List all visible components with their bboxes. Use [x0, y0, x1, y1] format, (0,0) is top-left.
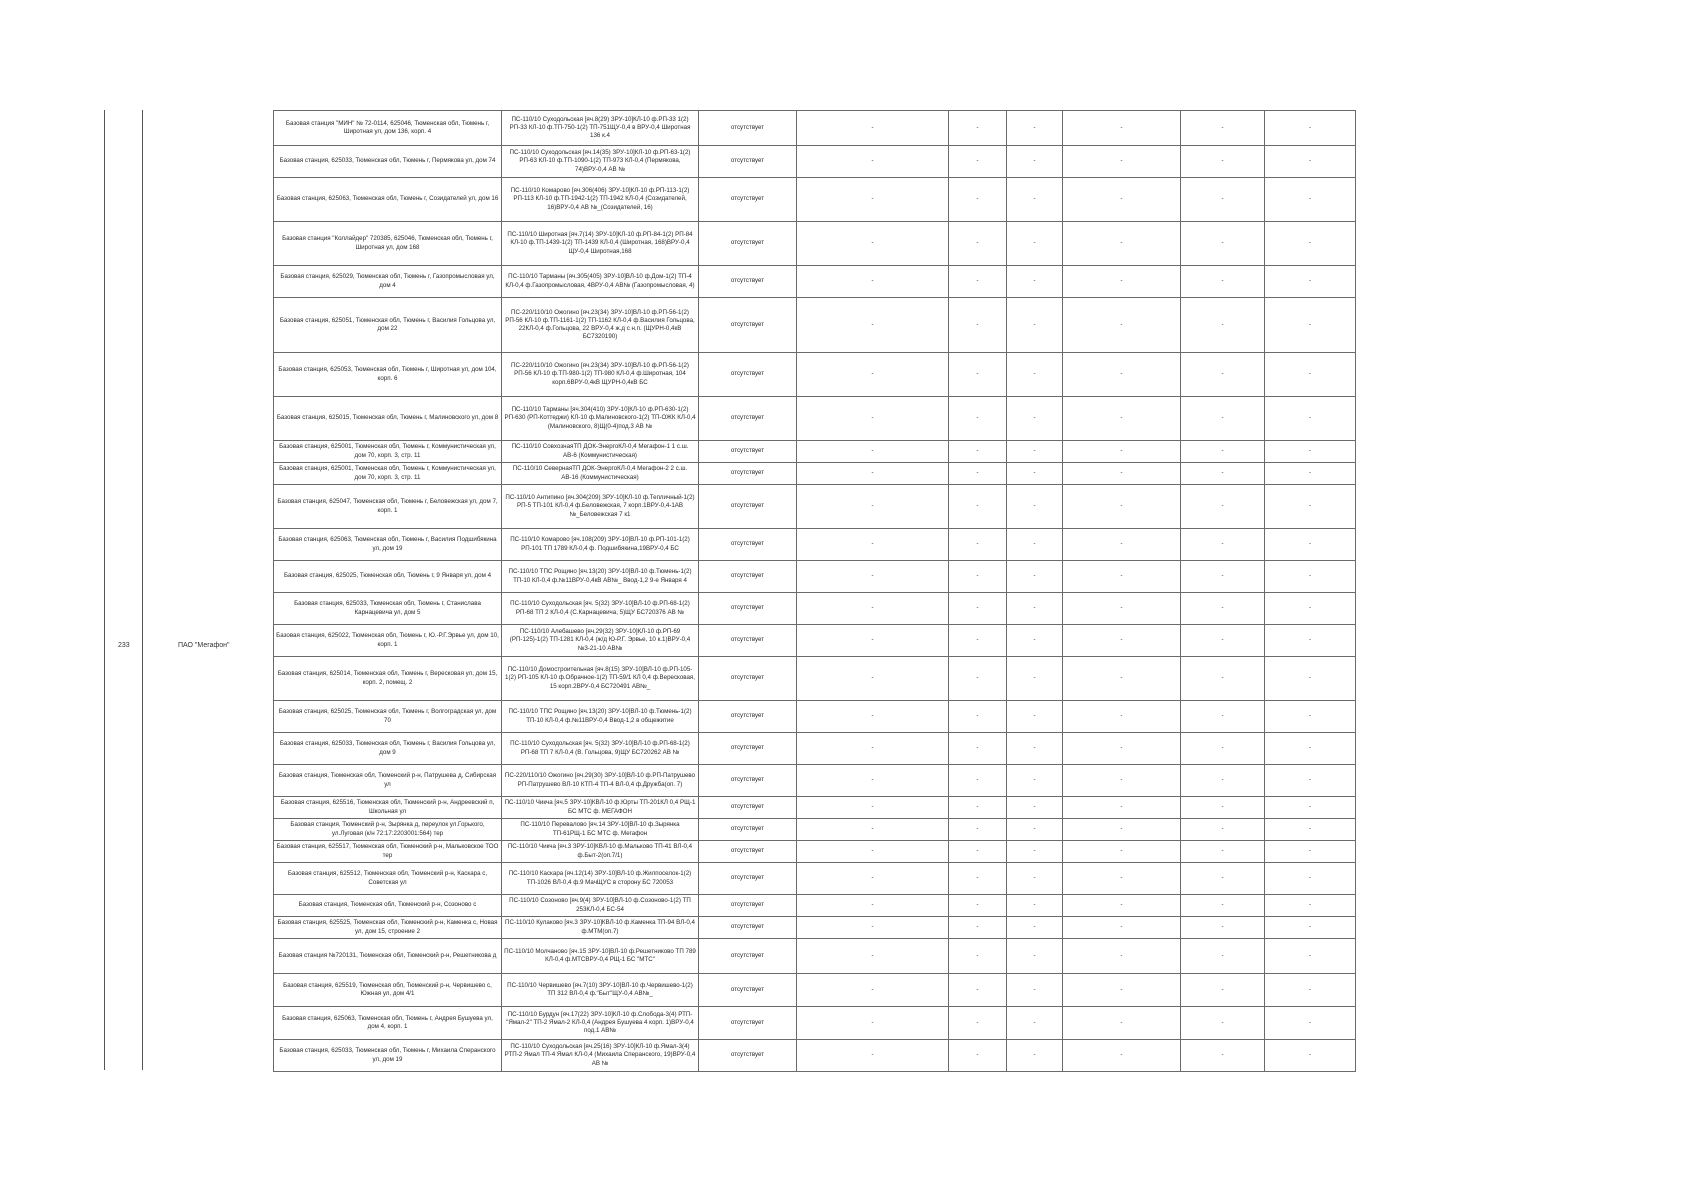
table-row — [274, 917, 1356, 939]
power-supply-cell: ПС-110/10 Алебашево [яч.29(32) ЗРУ-10]КЛ-10 ф.РП-69 (РП-125)-1(2) ТП-1281 КЛ-0,4 (ж/д Ю-Р.Г. Эрвье, 10 к.1)ВРУ-0,4 №3-21-10 АВ№ — [502, 625, 699, 657]
table-row — [274, 529, 1356, 561]
value-cell: - — [797, 266, 949, 298]
value-cell: - — [797, 593, 949, 625]
value-cell: - — [1265, 917, 1356, 939]
left-border-line — [104, 110, 105, 1070]
object-cell: Базовая станция, 625525, Тюменская обл, Тюменский р-н, Каменка с, Новая ул, дом 15, строение 2 — [274, 917, 502, 939]
table-row — [274, 298, 1356, 353]
value-cell: - — [1063, 463, 1181, 485]
status-cell: отсутствует — [699, 863, 797, 895]
value-cell: - — [949, 733, 1007, 765]
status-cell: отсутствует — [699, 1007, 797, 1040]
value-cell: - — [1007, 561, 1063, 593]
value-cell: - — [1063, 917, 1181, 939]
value-cell: - — [1265, 529, 1356, 561]
value-cell: - — [797, 701, 949, 733]
value-cell: - — [1181, 146, 1265, 178]
value-cell: - — [1181, 529, 1265, 561]
power-supply-cell: ПС-110/10 Чикча [яч.3 ЗРУ-10]КВЛ-10 ф.Мальково ТП-41 ВЛ-0,4 ф.Быт-2(оп.7/1) — [502, 841, 699, 863]
value-cell: - — [949, 298, 1007, 353]
value-cell: - — [1063, 974, 1181, 1007]
table-row — [274, 485, 1356, 529]
facilities-table — [273, 110, 1356, 1072]
table-row — [274, 765, 1356, 797]
value-cell: - — [1063, 561, 1181, 593]
object-cell: Базовая станция, 625033, Тюменская обл, Тюмень г, Василия Гольцова ул, дом 9 — [274, 733, 502, 765]
status-cell: отсутствует — [699, 895, 797, 917]
value-cell: - — [1265, 1007, 1356, 1040]
value-cell: - — [1181, 561, 1265, 593]
value-cell: - — [797, 939, 949, 974]
power-supply-cell: ПС-110/10 Перевалово [яч.14 ЗРУ-10]ВЛ-10 ф.Зырянка ТП-61РЩ-1 БС МТС ф. Мегафон — [502, 819, 699, 841]
power-supply-cell: ПС-110/10 Широтная [яч.7(14) ЗРУ-10]КЛ-10 ф.РП-84-1(2) РП-84 КЛ-10 ф.ТП-1439-1(2) ТП-1439 КЛ-0,4 (Широтная, 168)ВРУ-0,4 ЩУ-0,4 Широтная,168 — [502, 222, 699, 266]
value-cell: - — [949, 146, 1007, 178]
value-cell: - — [949, 625, 1007, 657]
value-cell: - — [797, 529, 949, 561]
value-cell: - — [1007, 939, 1063, 974]
table-row — [274, 863, 1356, 895]
value-cell: - — [1181, 298, 1265, 353]
value-cell: - — [797, 111, 949, 146]
value-cell: - — [797, 178, 949, 222]
value-cell: - — [1063, 397, 1181, 441]
value-cell: - — [1265, 111, 1356, 146]
table-row — [274, 266, 1356, 298]
value-cell: - — [1181, 974, 1265, 1007]
power-supply-cell: ПС-220/110/10 Ожогино [яч.23(34) ЗРУ-10]ВЛ-10 ф.РП-56-1(2) РП-56 КЛ-10 ф.ТП-1161-1(2) ТП-1162 КЛ-0,4 ф.Василия Гольцова, 22КЛ-0,4 ф.Гольцова, 22 ВРУ-0,4 ж.д с н.п. (ЩУРН-0,4кВ БС7320190) — [502, 298, 699, 353]
power-supply-cell: ПС-110/10 ТПС Рощино [яч.13(20) ЗРУ-10]ВЛ-10 ф.Тюмень-1(2) ТП-10 КЛ-0,4 ф.№11ВРУ-0,4кВ АВ№_ Ввод-1,2 9-е Января 4 — [502, 561, 699, 593]
value-cell: - — [1265, 701, 1356, 733]
value-cell: - — [1265, 463, 1356, 485]
table-row — [274, 1040, 1356, 1072]
object-cell: Базовая станция, 625025, Тюменская обл, Тюмень г, Волгоградская ул, дом 70 — [274, 701, 502, 733]
value-cell: - — [949, 917, 1007, 939]
object-cell: Базовая станция, 625033, Тюменская обл, Тюмень г, Пермякова ул, дом 74 — [274, 146, 502, 178]
value-cell: - — [797, 797, 949, 819]
value-cell: - — [949, 593, 1007, 625]
value-cell: - — [1007, 841, 1063, 863]
value-cell: - — [797, 863, 949, 895]
value-cell: - — [1181, 701, 1265, 733]
value-cell: - — [1265, 561, 1356, 593]
value-cell: - — [797, 895, 949, 917]
value-cell: - — [1063, 266, 1181, 298]
object-cell: Базовая станция №720131, Тюменская обл, Тюменский р-н, Решетникова д — [274, 939, 502, 974]
value-cell: - — [797, 974, 949, 1007]
value-cell: - — [949, 765, 1007, 797]
status-cell: отсутствует — [699, 765, 797, 797]
value-cell: - — [1007, 111, 1063, 146]
value-cell: - — [1063, 593, 1181, 625]
value-cell: - — [1181, 1007, 1265, 1040]
value-cell: - — [797, 441, 949, 463]
value-cell: - — [1181, 841, 1265, 863]
value-cell: - — [797, 353, 949, 397]
value-cell: - — [1181, 397, 1265, 441]
power-supply-cell: ПС-110/10 Тарманы [яч.304(410) ЗРУ-10]КЛ-10 ф.РП-630-1(2) РП-630 (РП-Коттеджи) КЛ-10 ф.Малиновского-1(2) ТП-ОЖК КЛ-0,4 (Малиновского, 8)Щ(0-4)под.3 АВ № — [502, 397, 699, 441]
value-cell: - — [797, 463, 949, 485]
value-cell: - — [1063, 1040, 1181, 1072]
value-cell: - — [1063, 895, 1181, 917]
table-row — [274, 441, 1356, 463]
object-cell: Базовая станция, 625022, Тюменская обл, Тюмень г, Ю.-Р.Г.Эрвье ул, дом 10, корп. 1 — [274, 625, 502, 657]
object-cell: Базовая станция, Тюменский р-н, Зырянка д, переулок ул.Горького, ул.Луговая (к/н 72:17:2203001:564) тер — [274, 819, 502, 841]
value-cell: - — [1265, 765, 1356, 797]
object-cell: Базовая станция, 625029, Тюменская обл, Тюмень г, Газопромысловая ул, дом 4 — [274, 266, 502, 298]
value-cell: - — [1007, 178, 1063, 222]
power-supply-cell: ПС-110/10 Каскара [яч.12(14) ЗРУ-10]ВЛ-10 ф.Жилпоселок-1(2) ТП-1026 ВЛ-0,4 ф.9 МачЩУС в сторону БС 720053 — [502, 863, 699, 895]
value-cell: - — [1181, 939, 1265, 974]
value-cell: - — [1007, 353, 1063, 397]
value-cell: - — [1063, 353, 1181, 397]
status-cell: отсутствует — [699, 485, 797, 529]
value-cell: - — [1063, 733, 1181, 765]
status-cell: отсутствует — [699, 146, 797, 178]
table-row — [274, 974, 1356, 1007]
value-cell: - — [1007, 895, 1063, 917]
value-cell: - — [797, 765, 949, 797]
status-cell: отсутствует — [699, 298, 797, 353]
value-cell: - — [1063, 146, 1181, 178]
table-row — [274, 178, 1356, 222]
value-cell: - — [797, 222, 949, 266]
value-cell: - — [949, 222, 1007, 266]
object-cell: Базовая станция, 625516, Тюменская обл, Тюменский р-н, Андреевский п, Школьная ул — [274, 797, 502, 819]
value-cell: - — [1265, 266, 1356, 298]
value-cell: - — [797, 397, 949, 441]
object-cell: Базовая станция "Коллайдер" 720385, 625046, Тюменская обл, Тюмень г, Широтная ул, дом 168 — [274, 222, 502, 266]
table-row — [274, 146, 1356, 178]
object-cell: Базовая станция, 625033, Тюменская обл, Тюмень г, Михаила Сперанского ул, дом 19 — [274, 1040, 502, 1072]
object-cell: Базовая станция, 625063, Тюменская обл, Тюмень г, Андрея Бушуева ул, дом 4, корп. 1 — [274, 1007, 502, 1040]
power-supply-cell: ПС-110/10 Суходольская [яч.25(16) ЗРУ-10]КЛ-10 ф.Ямал-3(4) РТП-2 Ямал ТП-4 Ямал КЛ-0,4 (Михаила Сперанского, 19)ВРУ-0,4 АВ № — [502, 1040, 699, 1072]
object-cell: Базовая станция, 625517, Тюменская обл, Тюменский р-н, Мальковское ТОО тер — [274, 841, 502, 863]
power-supply-cell: ПС-110/10 СовхознаяТП ДОК-ЭнергоКЛ-0,4 Мегафон-1 1 с.ш. АВ-6 (Коммунистическая) — [502, 441, 699, 463]
power-supply-cell: ПС-110/10 ТПС Рощино [яч.13(20) ЗРУ-10]ВЛ-10 ф.Тюмень-1(2) ТП-10 КЛ-0,4 ф.№11ВРУ-0,4 Ввод-1,2 в общежитие — [502, 701, 699, 733]
value-cell: - — [1007, 797, 1063, 819]
value-cell: - — [1181, 485, 1265, 529]
value-cell: - — [1007, 701, 1063, 733]
value-cell: - — [1265, 974, 1356, 1007]
value-cell: - — [1063, 841, 1181, 863]
value-cell: - — [949, 485, 1007, 529]
value-cell: - — [1181, 733, 1265, 765]
value-cell: - — [797, 298, 949, 353]
value-cell: - — [1181, 1040, 1265, 1072]
value-cell: - — [1265, 863, 1356, 895]
value-cell: - — [949, 1007, 1007, 1040]
value-cell: - — [1265, 625, 1356, 657]
power-supply-cell: ПС-110/10 Бурдун [яч.17(22) ЗРУ-10]КЛ-10 ф.Слобода-3(4) РТП-"Ямал-2" ТП-2 Ямал-2 КЛ-0,4 (Андрея Бушуева 4 корп. 1)ВРУ-0,4 под.1 АВ№ — [502, 1007, 699, 1040]
value-cell: - — [797, 1040, 949, 1072]
table-row — [274, 463, 1356, 485]
value-cell: - — [1265, 353, 1356, 397]
value-cell: - — [1007, 485, 1063, 529]
table-row — [274, 733, 1356, 765]
value-cell: - — [1007, 657, 1063, 701]
object-cell: Базовая станция, 625025, Тюменская обл, Тюмень г, 9 Января ул, дом 4 — [274, 561, 502, 593]
status-cell: отсутствует — [699, 701, 797, 733]
status-cell: отсутствует — [699, 625, 797, 657]
status-cell: отсутствует — [699, 1040, 797, 1072]
value-cell: - — [1007, 974, 1063, 1007]
value-cell: - — [1181, 625, 1265, 657]
value-cell: - — [1181, 863, 1265, 895]
value-cell: - — [1265, 841, 1356, 863]
status-cell: отсутствует — [699, 593, 797, 625]
value-cell: - — [1007, 1007, 1063, 1040]
value-cell: - — [1265, 397, 1356, 441]
table-row — [274, 939, 1356, 974]
value-cell: - — [1063, 819, 1181, 841]
value-cell: - — [1265, 222, 1356, 266]
power-supply-cell: ПС-110/10 Чикча [яч.5 ЗРУ-10]КВЛ-10 ф.Юрты ТП-201КЛ 0,4 РЩ-1 БС МТС ф. МЕГАФОН — [502, 797, 699, 819]
value-cell: - — [949, 397, 1007, 441]
value-cell: - — [1063, 298, 1181, 353]
value-cell: - — [1007, 733, 1063, 765]
object-cell: Базовая станция, 625512, Тюменская обл, Тюменский р-н, Каскара с, Советская ул — [274, 863, 502, 895]
value-cell: - — [949, 353, 1007, 397]
status-cell: отсутствует — [699, 797, 797, 819]
value-cell: - — [1007, 917, 1063, 939]
object-cell: Базовая станция, 625001, Тюменская обл, Тюмень г, Коммунистическая ул, дом 70, корп. 3, стр. 11 — [274, 463, 502, 485]
value-cell: - — [1007, 222, 1063, 266]
value-cell: - — [1007, 819, 1063, 841]
object-cell: Базовая станция, 625047, Тюменская обл, Тюмень г, Беловежская ул, дом 7, корп. 1 — [274, 485, 502, 529]
value-cell: - — [1265, 657, 1356, 701]
value-cell: - — [1265, 298, 1356, 353]
value-cell: - — [1063, 701, 1181, 733]
value-cell: - — [1265, 1040, 1356, 1072]
value-cell: - — [797, 657, 949, 701]
object-cell: Базовая станция, 625053, Тюменская обл, Тюмень г, Широтная ул, дом 104, корп. 6 — [274, 353, 502, 397]
value-cell: - — [1181, 917, 1265, 939]
value-cell: - — [1181, 353, 1265, 397]
owner-name: ПАО "Мегафон" — [178, 642, 230, 649]
status-cell: отсутствует — [699, 657, 797, 701]
power-supply-cell: ПС-110/10 Комарово [яч.306(406) ЗРУ-10]КЛ-10 ф.РП-113-1(2) РП-113 КЛ-10 ф.ТП-1942-1(2) ТП-1942 КЛ-0,4 (Созидателей, 16)ВРУ-0,4 АВ №_(Созидателей, 16) — [502, 178, 699, 222]
value-cell: - — [1265, 733, 1356, 765]
value-cell: - — [1265, 178, 1356, 222]
value-cell: - — [1265, 593, 1356, 625]
value-cell: - — [797, 733, 949, 765]
value-cell: - — [1265, 146, 1356, 178]
status-cell: отсутствует — [699, 841, 797, 863]
table-row — [274, 593, 1356, 625]
value-cell: - — [1063, 441, 1181, 463]
value-cell: - — [1063, 863, 1181, 895]
value-cell: - — [1063, 657, 1181, 701]
value-cell: - — [949, 841, 1007, 863]
value-cell: - — [949, 111, 1007, 146]
status-cell: отсутствует — [699, 733, 797, 765]
value-cell: - — [1181, 765, 1265, 797]
value-cell: - — [1181, 463, 1265, 485]
object-cell: Базовая станция, Тюменская обл, Тюменский р-н, Созоново с — [274, 895, 502, 917]
power-supply-cell: ПС-110/10 Созоново [яч.9(4) ЗРУ-10]ВЛ-10 ф.Созоново-1(2) ТП 253КЛ-0,4 БС-54 — [502, 895, 699, 917]
value-cell: - — [949, 819, 1007, 841]
table-row — [274, 353, 1356, 397]
status-cell: отсутствует — [699, 974, 797, 1007]
value-cell: - — [1063, 529, 1181, 561]
power-supply-cell: ПС-220/110/10 Ожогино [яч.23(34) ЗРУ-10]ВЛ-10 ф.РП-56-1(2) РП-56 КЛ-10 ф.ТП-980-1(2) ТП-980 КЛ-0,4 ф.Широтная, 104 корп.6ВРУ-0,4кВ ЩУРН-0,4кВ БС — [502, 353, 699, 397]
power-supply-cell: ПС-110/10 Комарово [яч.108(209) ЗРУ-10]ВЛ-10 ф.РП-101-1(2) РП-101 ТП 1789 КЛ-0,4 ф. Подшибякина,19ВРУ-0,4 БС — [502, 529, 699, 561]
value-cell: - — [1007, 765, 1063, 797]
power-supply-cell: ПС-110/10 Суходольская [яч.14(35) ЗРУ-10]КЛ-10 ф.РП-63-1(2) РП-63 КЛ-10 ф.ТП-1090-1(2) ТП-973 КЛ-0,4 (Пермякова, 74)ВРУ-0,4 АВ № — [502, 146, 699, 178]
table-row — [274, 657, 1356, 701]
object-cell: Базовая станция, 625519, Тюменская обл, Тюменский р-н, Червишево с, Южная ул, дом 4/1 — [274, 974, 502, 1007]
power-supply-cell: ПС-110/10 Суходольская [яч. 5(32) ЗРУ-10]ВЛ-10 ф.РП-68-1(2) РП-68 ТП 7 КЛ-0,4 (В. Гольцова, 9)ЩУ БС720262 АВ № — [502, 733, 699, 765]
status-cell: отсутствует — [699, 266, 797, 298]
value-cell: - — [1265, 485, 1356, 529]
status-cell: отсутствует — [699, 222, 797, 266]
value-cell: - — [1007, 146, 1063, 178]
object-cell: Базовая станция "МИН" № 72-0114, 625046, Тюменская обл, Тюмень г, Широтная ул, дом 136, корп. 4 — [274, 111, 502, 146]
value-cell: - — [1007, 529, 1063, 561]
table-row — [274, 841, 1356, 863]
value-cell: - — [1007, 625, 1063, 657]
power-supply-cell: ПС-110/10 Домостроительная [яч.8(15) ЗРУ-10]ВЛ-10 ф.РП-105-1(2) РП-105 КЛ-10 ф.Обрачное-1(2) ТП-59/1 КЛ 0,4 ф.Вересковая, 15 корп.2ВРУ-0,4 БС720491 АВ№_ — [502, 657, 699, 701]
power-supply-cell: ПС-110/10 Антипино [яч.304(209) ЗРУ-10]КЛ-10 ф.Тепличный-1(2) РП-5 ТП-101 КЛ-0,4 ф.Беловежская, 7 корп.1ВРУ-0,4-1АВ №_Беловежская 7 к1 — [502, 485, 699, 529]
value-cell: - — [1181, 178, 1265, 222]
value-cell: - — [1007, 266, 1063, 298]
value-cell: - — [1265, 939, 1356, 974]
power-supply-cell: ПС-110/10 Тарманы [яч.305(405) ЗРУ-10]ВЛ-10 ф.Дом-1(2) ТП-4 КЛ-0,4 ф.Газопромысловая, 4ВРУ-0,4 АВ№ (Газопромысловая, 4) — [502, 266, 699, 298]
value-cell: - — [949, 561, 1007, 593]
value-cell: - — [1007, 863, 1063, 895]
value-cell: - — [1181, 819, 1265, 841]
table-row — [274, 561, 1356, 593]
status-cell: отсутствует — [699, 463, 797, 485]
power-supply-cell: ПС-110/10 Суходольская [яч. 5(32) ЗРУ-10]ВЛ-10 ф.РП-68-1(2) РП-68 ТП 2 КЛ-0,4 (С.Карнацевича, 5)ЩУ БС720376 АВ № — [502, 593, 699, 625]
value-cell: - — [949, 178, 1007, 222]
value-cell: - — [1007, 463, 1063, 485]
value-cell: - — [949, 701, 1007, 733]
table-row — [274, 111, 1356, 146]
value-cell: - — [797, 819, 949, 841]
table-row — [274, 397, 1356, 441]
value-cell: - — [1265, 819, 1356, 841]
value-cell: - — [1063, 765, 1181, 797]
value-cell: - — [1181, 111, 1265, 146]
value-cell: - — [797, 841, 949, 863]
value-cell: - — [797, 917, 949, 939]
status-cell: отсутствует — [699, 111, 797, 146]
value-cell: - — [1007, 593, 1063, 625]
value-cell: - — [797, 485, 949, 529]
value-cell: - — [1181, 222, 1265, 266]
value-cell: - — [1063, 178, 1181, 222]
value-cell: - — [1265, 797, 1356, 819]
value-cell: - — [949, 974, 1007, 1007]
power-supply-cell: ПС-110/10 СевернаяТП ДОК-ЭнергоКЛ-0,4 Мегафон-2 2 с.ш. АВ-16 (Коммунистическая) — [502, 463, 699, 485]
value-cell: - — [1181, 657, 1265, 701]
value-cell: - — [1063, 625, 1181, 657]
table-row — [274, 895, 1356, 917]
value-cell: - — [949, 939, 1007, 974]
power-supply-cell: ПС-110/10 Молчаново [яч.15 ЗРУ-10]ВЛ-10 ф.Решетниково ТП 789 КЛ-0,4 ф.МТСВРУ-0,4 РЩ-1 БС "МТС" — [502, 939, 699, 974]
value-cell: - — [949, 1040, 1007, 1072]
object-cell: Базовая станция, 625014, Тюменская обл, Тюмень г, Вересковая ул, дом 15, корп. 2, помещ. 2 — [274, 657, 502, 701]
power-supply-cell: ПС-110/10 Суходольская [яч.8(29) ЗРУ-10]КЛ-10 ф.РП-33 1(2) РП-33 КЛ-10 ф.ТП-750-1(2) ТП-751ЩУ-0,4 в ВРУ-0,4 Широтная 136 к.4 — [502, 111, 699, 146]
value-cell: - — [1007, 441, 1063, 463]
object-cell: Базовая станция, 625063, Тюменская обл, Тюмень г, Созидателей ул, дом 16 — [274, 178, 502, 222]
value-cell: - — [797, 561, 949, 593]
status-cell: отсутствует — [699, 353, 797, 397]
value-cell: - — [949, 441, 1007, 463]
value-cell: - — [1063, 1007, 1181, 1040]
status-cell: отсутствует — [699, 561, 797, 593]
power-supply-cell: ПС-220/110/10 Ожогино [яч.29(30) ЗРУ-10]ВЛ-10 ф.РП-Патрушево РП-Патрушево ВЛ-10 КТП-4 ТП-4 ВЛ-0,4 ф.Дружба(оп. 7) — [502, 765, 699, 797]
value-cell: - — [1007, 1040, 1063, 1072]
power-supply-cell: ПС-110/10 Кулаково [яч.3 ЗРУ-10]КВЛ-10 ф.Каменка ТП-94 ВЛ-0,4 ф.МТМ(оп.7) — [502, 917, 699, 939]
value-cell: - — [797, 146, 949, 178]
value-cell: - — [949, 863, 1007, 895]
object-cell: Базовая станция, 625015, Тюменская обл, Тюмень г, Малиновского ул, дом 8 — [274, 397, 502, 441]
value-cell: - — [1181, 895, 1265, 917]
value-cell: - — [1063, 222, 1181, 266]
status-cell: отсутствует — [699, 819, 797, 841]
number-column-divider — [142, 110, 143, 1070]
value-cell: - — [1181, 266, 1265, 298]
object-cell: Базовая станция, 625033, Тюменская обл, Тюмень г, Станислава Карнацевича ул, дом 5 — [274, 593, 502, 625]
row-number: 233 — [118, 642, 130, 649]
value-cell: - — [797, 625, 949, 657]
value-cell: - — [797, 1007, 949, 1040]
value-cell: - — [1265, 895, 1356, 917]
value-cell: - — [949, 895, 1007, 917]
value-cell: - — [1181, 797, 1265, 819]
status-cell: отсутствует — [699, 529, 797, 561]
object-cell: Базовая станция, 625051, Тюменская обл, Тюмень г, Василия Гольцова ул, дом 22 — [274, 298, 502, 353]
value-cell: - — [949, 797, 1007, 819]
value-cell: - — [949, 529, 1007, 561]
value-cell: - — [1181, 441, 1265, 463]
object-cell: Базовая станция, 625001, Тюменская обл, Тюмень г, Коммунистическая ул, дом 70, корп. 3, стр. 11 — [274, 441, 502, 463]
status-cell: отсутствует — [699, 939, 797, 974]
object-cell: Базовая станция, Тюменская обл, Тюменский р-н, Патрушева д, Сибирская ул — [274, 765, 502, 797]
value-cell: - — [1063, 485, 1181, 529]
object-cell: Базовая станция, 625063, Тюменская обл, Тюмень г, Василия Подшибякина ул, дом 19 — [274, 529, 502, 561]
table-row — [274, 625, 1356, 657]
value-cell: - — [1007, 397, 1063, 441]
status-cell: отсутствует — [699, 178, 797, 222]
value-cell: - — [1265, 441, 1356, 463]
value-cell: - — [1063, 939, 1181, 974]
table-row — [274, 1007, 1356, 1040]
value-cell: - — [1007, 298, 1063, 353]
value-cell: - — [1063, 797, 1181, 819]
table-row — [274, 819, 1356, 841]
table-row — [274, 797, 1356, 819]
power-supply-cell: ПС-110/10 Червишево [яч.7(10) ЗРУ-10]ВЛ-10 ф.Червишево-1(2) ТП 312 ВЛ-0,4 ф."Быт"ЩУ-0,4 АВ№_ — [502, 974, 699, 1007]
status-cell: отсутствует — [699, 441, 797, 463]
value-cell: - — [1063, 111, 1181, 146]
value-cell: - — [1181, 593, 1265, 625]
table-row — [274, 222, 1356, 266]
status-cell: отсутствует — [699, 917, 797, 939]
status-cell: отсутствует — [699, 397, 797, 441]
table-row — [274, 701, 1356, 733]
value-cell: - — [949, 657, 1007, 701]
value-cell: - — [949, 463, 1007, 485]
value-cell: - — [949, 266, 1007, 298]
